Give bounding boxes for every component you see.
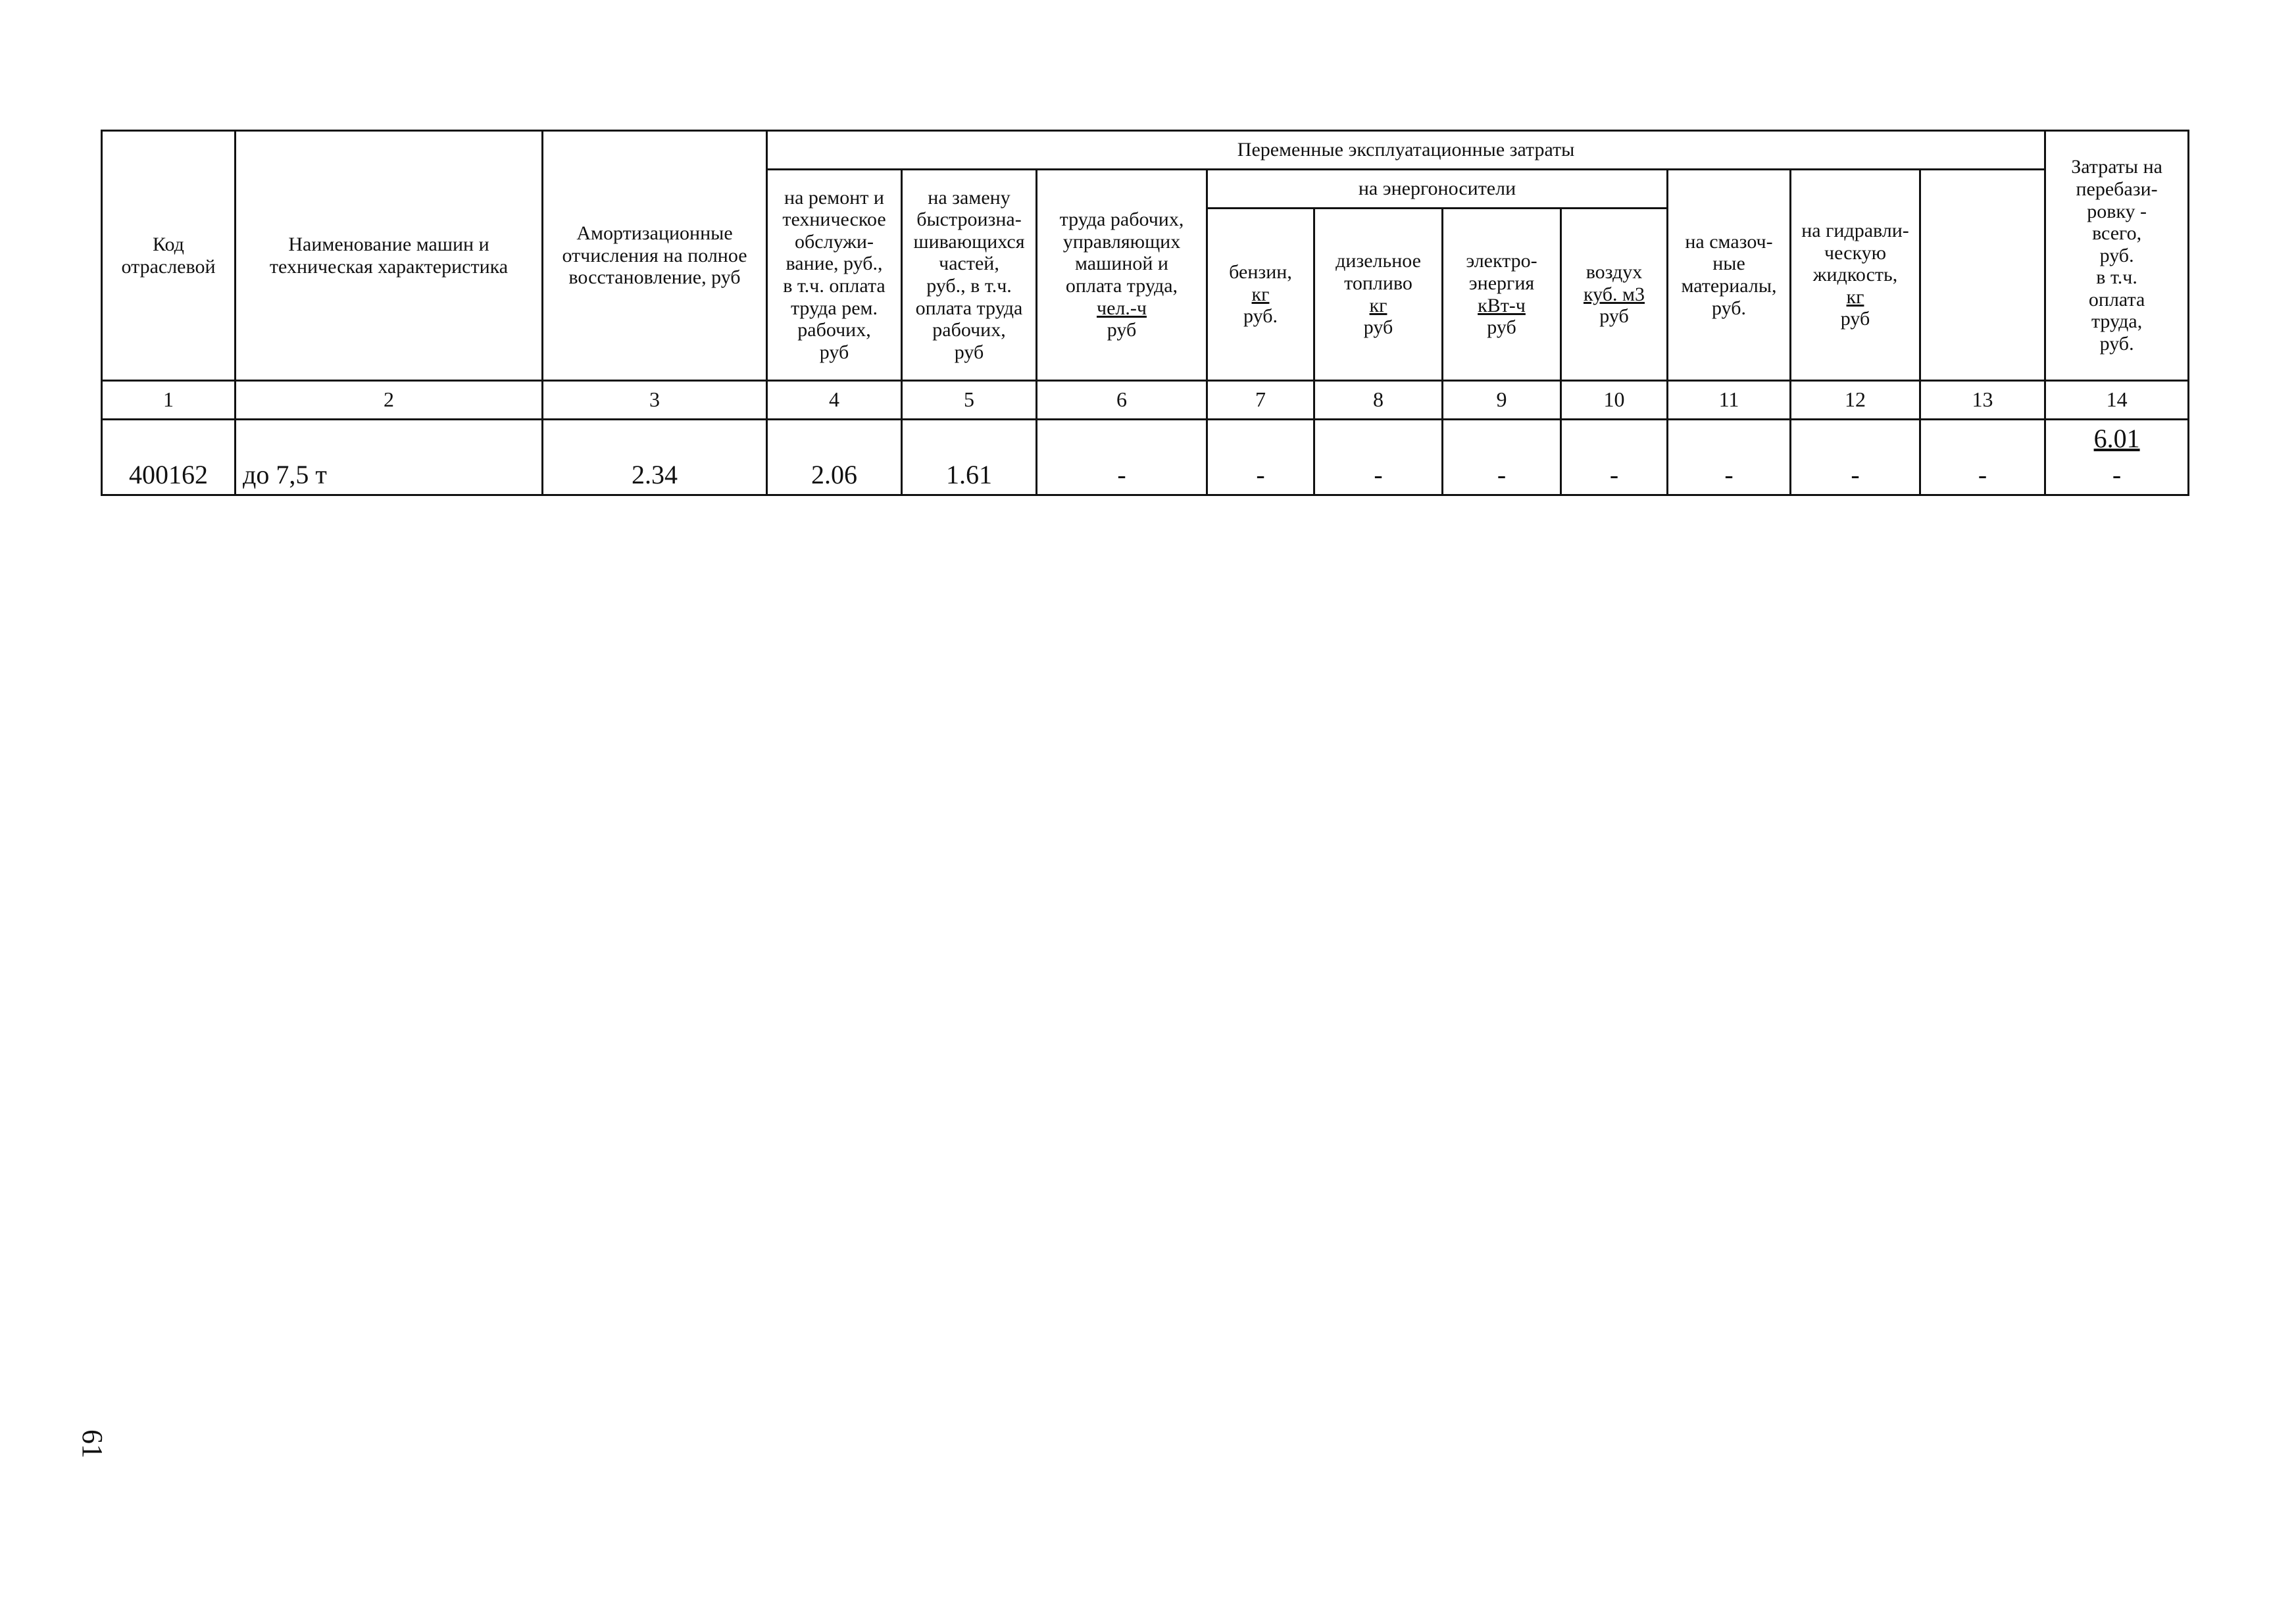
header-row-1 xyxy=(102,131,2189,170)
header-energy-carriers: на энергоносители xyxy=(1207,170,1668,209)
column-number: 8 xyxy=(1314,381,1443,420)
column-number: 3 xyxy=(543,381,767,420)
rate-labor-value: - xyxy=(2112,460,2122,490)
header-operator-labor: труда рабочих, управляющих машиной и оплата труда, чел.-ч руб xyxy=(1037,170,1207,381)
column-number: 9 xyxy=(1443,381,1561,420)
cell-hydraulic: - xyxy=(1791,420,1920,495)
cell-parts: 1.61 xyxy=(902,420,1037,495)
cell-estimated-rate xyxy=(2045,420,2189,495)
table-row xyxy=(102,420,2189,495)
header-electricity: электро- энергия кВт-ч руб xyxy=(1443,209,1561,381)
cell-air: - xyxy=(1561,420,1668,495)
column-number: 12 xyxy=(1791,381,1920,420)
column-number: 1 xyxy=(102,381,236,420)
header-amortization: Амортизационные отчисления на полное восстановление, руб xyxy=(543,131,767,381)
column-number: 7 xyxy=(1207,381,1314,420)
cell-electricity: - xyxy=(1443,420,1561,495)
cell-lubricants: - xyxy=(1668,420,1791,495)
column-number: 13 xyxy=(1920,381,2045,420)
header-lubricants: на смазоч- ные материалы, руб. xyxy=(1668,170,1791,381)
column-number: 2 xyxy=(236,381,543,420)
column-number: 14 xyxy=(2045,381,2189,420)
column-numbers-row xyxy=(102,381,2189,420)
column-number: 10 xyxy=(1561,381,1668,420)
column-number: 6 xyxy=(1037,381,1207,420)
page-number: 61 xyxy=(76,1429,109,1458)
header-parts-replacement: на замену быстроизна- шивающихся частей, руб., в т.ч. оплата труда рабочих, руб xyxy=(902,170,1037,381)
header-code: Код отраслевой xyxy=(102,131,236,381)
cell-diesel: - xyxy=(1314,420,1443,495)
header-repair: на ремонт и техническое обслужи- вание, руб., в т.ч. оплата труда рем. рабочих, руб xyxy=(767,170,902,381)
cell-amortization: 2.34 xyxy=(543,420,767,495)
cell-repair: 2.06 xyxy=(767,420,902,495)
header-diesel: дизельное топливо кг руб xyxy=(1314,209,1443,381)
cell-machine-name: до 7,5 т xyxy=(236,420,543,495)
column-number: 11 xyxy=(1668,381,1791,420)
column-number: 4 xyxy=(767,381,902,420)
cell-code: 400162 xyxy=(102,420,236,495)
header-machine-name: Наименование машин и техническая характеристика xyxy=(236,131,543,381)
column-number: 5 xyxy=(902,381,1037,420)
header-variable-costs: Переменные эксплуатационные затраты xyxy=(767,131,2045,170)
header-relocation-costs: Затраты на перебази- ровку - всего, руб. в т.ч. оплата труда, руб. xyxy=(2045,131,2189,381)
cell-petrol: - xyxy=(1207,420,1314,495)
cell-relocation: - xyxy=(1920,420,2045,495)
header-air: воздух куб. м3 руб xyxy=(1561,209,1668,381)
rate-total-value: 6.01 xyxy=(2093,424,2140,454)
header-petrol: бензин, кг руб. xyxy=(1207,209,1314,381)
header-hydraulic-fluid: на гидравли- ческую жидкость, кг руб xyxy=(1791,170,1920,381)
machine-rates-table xyxy=(101,130,2189,496)
cell-labor: - xyxy=(1037,420,1207,495)
